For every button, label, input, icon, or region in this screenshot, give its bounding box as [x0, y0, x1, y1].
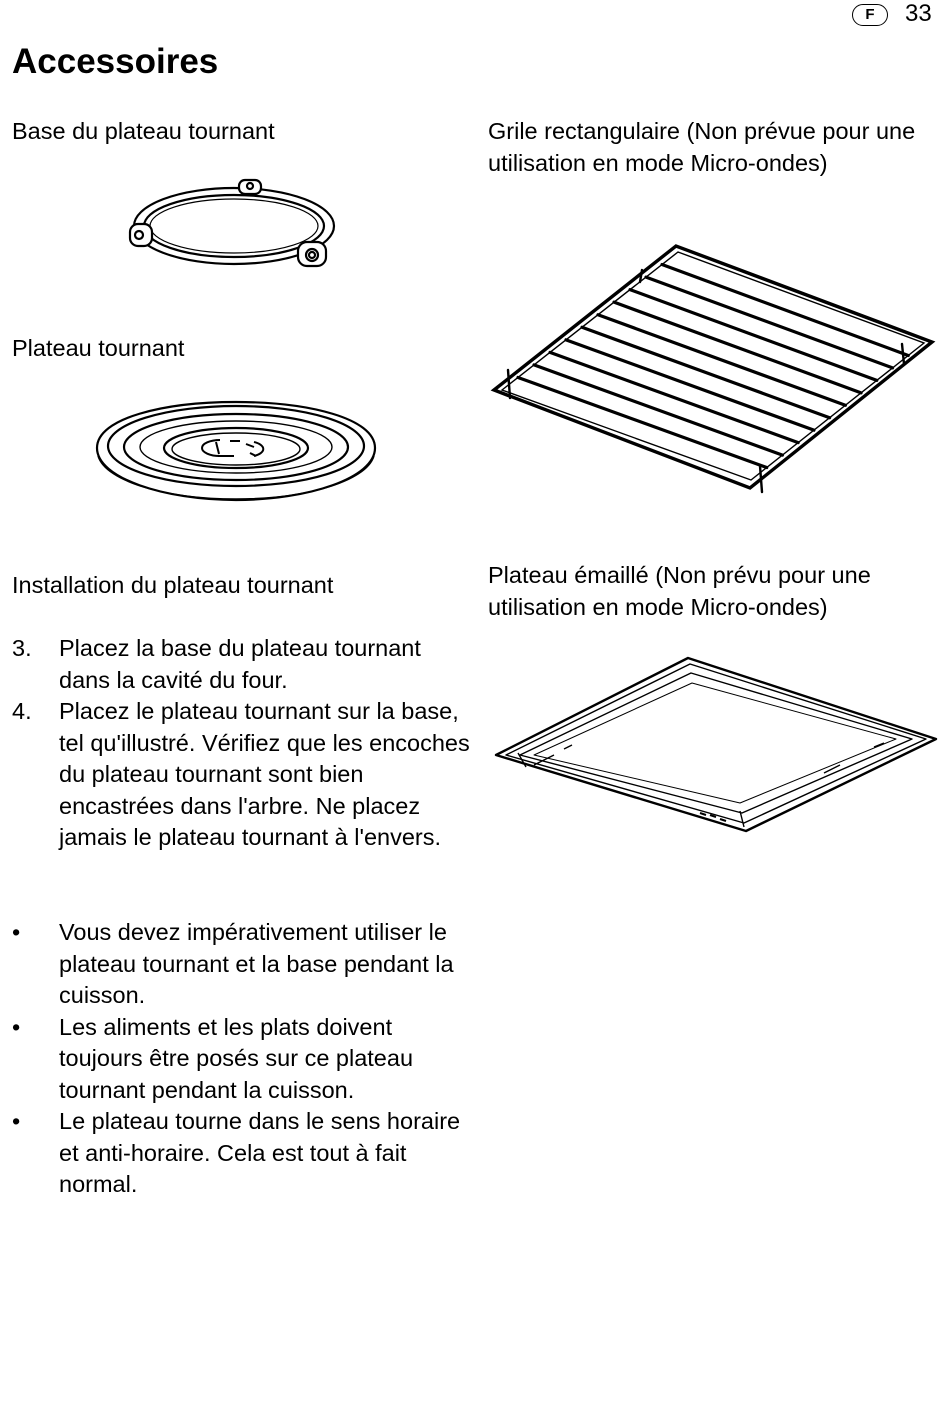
rack-wire — [534, 365, 782, 455]
step-text: Placez la base du plateau tournant dans la cavité du four. — [59, 635, 421, 693]
page-title: Accessoires — [12, 42, 219, 81]
label-turntable: Plateau tournant — [12, 335, 185, 361]
label-rack: Grile rectangulaire (Non prévue pour une utilisation en mode Micro-ondes) — [488, 118, 916, 176]
bullet: • — [12, 919, 21, 945]
enamel-baking-tray-icon — [494, 655, 938, 833]
label-turntable-base: Base du plateau tournant — [12, 118, 275, 144]
rack-wire — [582, 327, 830, 417]
bullet: • — [12, 1108, 21, 1134]
label-installation: Installation du plateau tournant — [12, 572, 334, 598]
language-badge: F — [852, 4, 888, 26]
step-number: 3. — [12, 635, 32, 661]
step-item — [12, 696, 472, 854]
installation-steps — [12, 633, 472, 854]
rack-wire — [662, 265, 908, 356]
rack-wire — [614, 302, 861, 393]
list-item — [12, 1106, 472, 1201]
glass-turntable-icon — [94, 396, 378, 506]
bullet: • — [12, 1013, 21, 1040]
notes-list — [12, 917, 472, 1201]
turntable-roller-ring-icon — [128, 178, 340, 270]
label-enamel-tray: Plateau émaillé (Non prévu pour une utilisation en mode Micro-ondes) — [488, 562, 871, 620]
rack-wire — [598, 315, 845, 406]
page-number: 33 — [905, 0, 932, 27]
wire-rack-icon — [492, 240, 940, 496]
bullet-text: Le plateau tourne dans le sens horaire et anti-horaire. Cela est tout à fait normal. — [59, 1108, 461, 1197]
rack-wire — [550, 352, 798, 442]
rack-wire — [646, 277, 893, 368]
step-text: Placez le plateau tournant sur la base, tel qu'illustré. Vérifiez que les encoches du plateau tournant sont bien encastrées dans l'arbre. Ne placez jamais le plateau tournant à l'envers. — [59, 698, 470, 850]
list-item — [12, 917, 472, 1012]
step-item — [12, 633, 472, 696]
list-item — [12, 1012, 472, 1107]
rack-wire — [518, 377, 767, 467]
bullet-text: Les aliments et les plats doivent toujours être posés sur ce plateau tournant pendant la cuisson. — [59, 1013, 414, 1103]
bullet-text: Vous devez impérativement utiliser le plateau tournant et la base pendant la cuisson. — [59, 919, 454, 1008]
step-number: 4. — [12, 698, 32, 724]
rack-wire — [566, 340, 814, 430]
rack-wire — [630, 290, 877, 381]
